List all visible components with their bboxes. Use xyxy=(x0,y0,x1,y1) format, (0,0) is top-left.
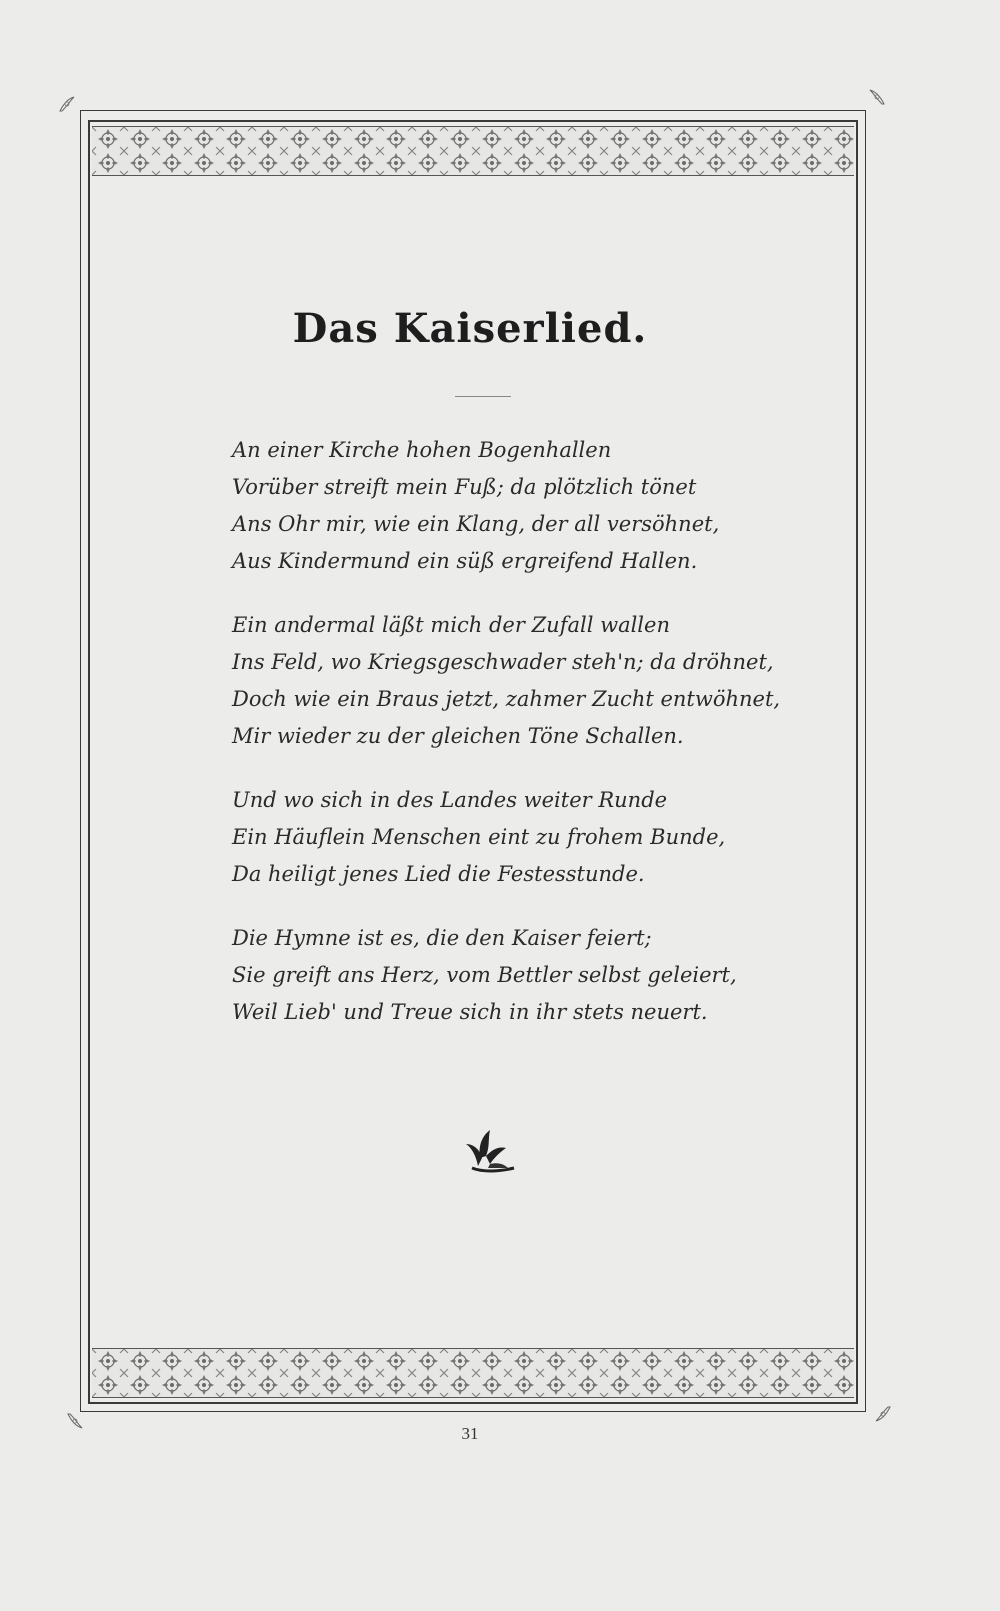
stanza xyxy=(232,782,792,893)
tulip-flower-icon xyxy=(462,1128,518,1176)
poem-line: Die Hymne ist es, die den Kaiser feiert; xyxy=(232,926,652,950)
stanza xyxy=(232,607,792,755)
poem-body xyxy=(232,432,792,1058)
poem-line: Ein andermal läßt mich der Zufall wallen xyxy=(232,613,670,637)
poem-line: Aus Kindermund ein süß ergreifend Hallen. xyxy=(232,549,698,573)
poem-line: Da heiligt jenes Lied die Festesstunde. xyxy=(232,862,645,886)
leaf-corner-icon xyxy=(874,1405,892,1423)
title-divider xyxy=(455,396,511,397)
poem-line: Weil Lieb' und Treue sich in ihr stets neuert. xyxy=(232,1000,708,1024)
leaf-corner-icon xyxy=(58,95,76,113)
stanza xyxy=(232,432,792,580)
page-number: 31 xyxy=(461,1424,479,1443)
poem-line: An einer Kirche hohen Bogenhallen xyxy=(232,438,612,462)
poem-title: Das Kaiserlied. xyxy=(292,305,648,352)
bottom-ornamental-band xyxy=(92,1348,854,1398)
poem-line: Sie greift ans Herz, vom Bettler selbst geleiert, xyxy=(232,963,737,987)
top-ornamental-band xyxy=(92,126,854,176)
floral-rosette-icon xyxy=(92,1349,854,1397)
poem-line: Doch wie ein Braus jetzt, zahmer Zucht entwöhnet, xyxy=(232,687,781,711)
stanza xyxy=(232,920,792,1031)
poem-line: Ins Feld, wo Kriegsgeschwader steh'n; da dröhnet, xyxy=(232,650,774,674)
poem-line: Mir wieder zu der gleichen Töne Schallen. xyxy=(232,724,684,748)
poem-line: Und wo sich in des Landes weiter Runde xyxy=(232,788,668,812)
poem-line: Ein Häuflein Menschen eint zu frohem Bunde, xyxy=(232,825,726,849)
floral-rosette-icon xyxy=(92,127,854,175)
poem-line: Vorüber streift mein Fuß; da plötzlich tönet xyxy=(232,475,697,499)
leaf-corner-icon xyxy=(868,88,886,106)
poem-line: Ans Ohr mir, wie ein Klang, der all versöhnet, xyxy=(232,512,720,536)
